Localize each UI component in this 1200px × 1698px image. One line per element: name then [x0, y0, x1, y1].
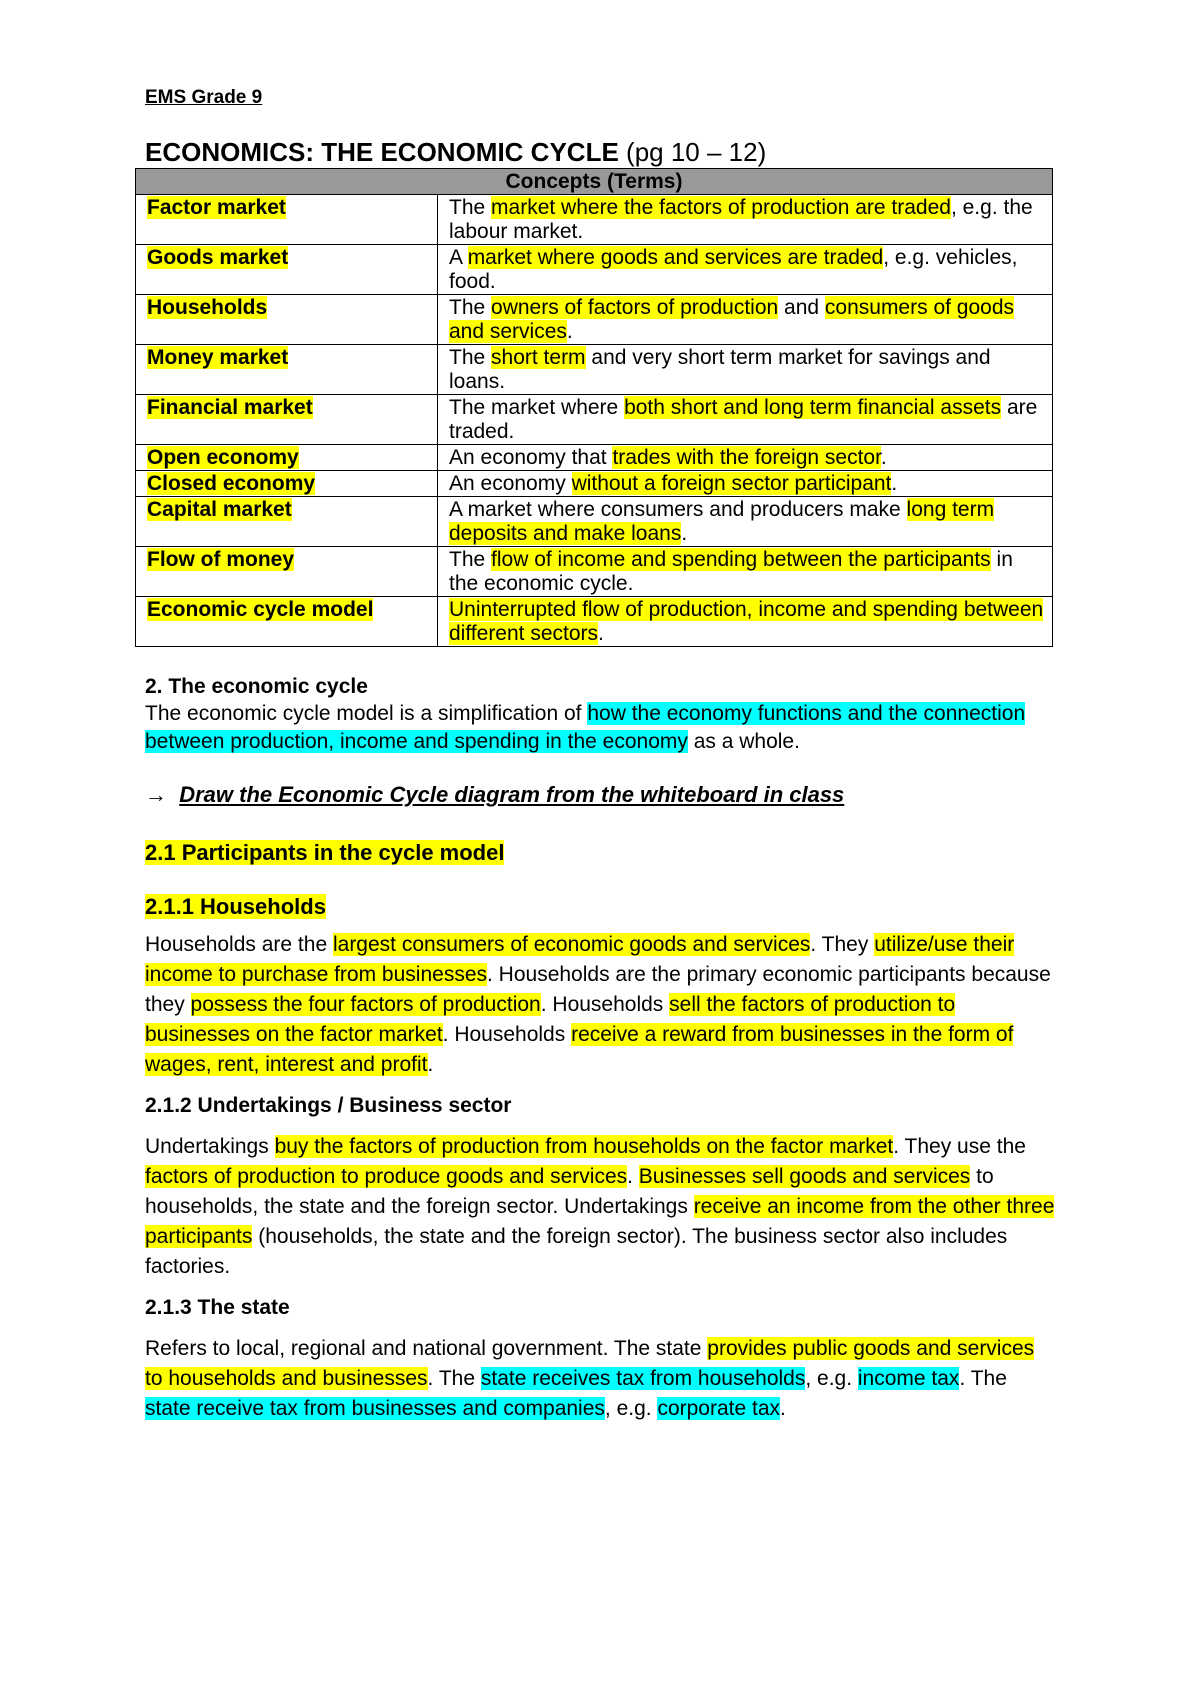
definition-cell: [438, 295, 1053, 345]
highlighted-text: largest consumers of economic goods and services: [332, 933, 811, 956]
table-row: [136, 497, 1053, 547]
term-label: Factor market: [147, 196, 286, 219]
term-label: Goods market: [147, 246, 289, 269]
section-2-1-heading: [145, 838, 1055, 868]
section-2-1-1-heading: [145, 892, 1055, 922]
text-run: .: [598, 622, 604, 645]
table-row: [136, 345, 1053, 395]
text-run: . Households: [442, 1023, 572, 1046]
highlighted-text: possess the four factors of production: [190, 993, 541, 1016]
text-run: A: [449, 246, 468, 269]
table-row: [136, 245, 1053, 295]
text-run: The: [449, 548, 492, 571]
text-run: as a whole.: [687, 730, 800, 753]
term-cell: [136, 295, 438, 345]
text-run: The: [449, 346, 492, 369]
definition-cell: [438, 471, 1053, 497]
highlighted-text: short term: [491, 346, 586, 369]
grade-label: EMS Grade 9: [145, 87, 263, 108]
text-run: and: [778, 296, 825, 319]
term-cell: [136, 597, 438, 647]
text-run: . The: [959, 1367, 1007, 1390]
text-run: An economy: [449, 472, 572, 495]
definition-cell: [438, 445, 1053, 471]
definition-cell: [438, 345, 1053, 395]
term-cell: [136, 395, 438, 445]
term-label: Flow of money: [147, 548, 294, 571]
document-page: [145, 86, 1055, 1424]
definition-cell: [438, 497, 1053, 547]
text-run: to households, the state and the foreign sector. Undertakings: [145, 1165, 994, 1218]
highlighted-text: long term deposits and make loans: [449, 498, 995, 545]
highlighted-text: corporate tax: [657, 1397, 781, 1420]
highlighted-text: receive an income from the other three participants: [145, 1195, 1055, 1248]
text-run: , e.g. vehicles, food.: [449, 246, 1018, 293]
text-run: .: [627, 1165, 639, 1188]
title-text: ECONOMICS: THE ECONOMIC CYCLE: [145, 137, 619, 167]
highlighted-text: state receives tax from households: [480, 1367, 806, 1390]
term-label: Households: [147, 296, 268, 319]
text-run: . The: [427, 1367, 481, 1390]
drawing-task: [145, 780, 1055, 810]
highlighted-text: Businesses sell goods and services: [638, 1165, 971, 1188]
term-label: Capital market: [147, 498, 292, 521]
term-label: Open economy: [147, 446, 299, 469]
text-run: Households are the: [145, 933, 333, 956]
table-row: [136, 395, 1053, 445]
concepts-table-body: [136, 195, 1053, 647]
term-label: Money market: [147, 346, 289, 369]
highlighted-text: owners of factors of production: [491, 296, 779, 319]
section-2-1-1-body: [145, 930, 1055, 1080]
text-run: are traded.: [449, 396, 1038, 443]
highlighted-text: without a foreign sector participant: [571, 472, 892, 495]
section-2-1-heading-text: 2.1 Participants in the cycle model: [145, 840, 505, 865]
highlighted-text: both short and long term financial assets: [624, 396, 1002, 419]
highlighted-text: Uninterrupted flow of production, income and spending between different sectors: [449, 598, 1044, 645]
table-row: [136, 547, 1053, 597]
highlighted-text: consumers of goods and services: [449, 296, 1015, 343]
definition-cell: [438, 245, 1053, 295]
definition-cell: [438, 597, 1053, 647]
section-2-1-2-body: [145, 1132, 1055, 1282]
term-label: Financial market: [147, 396, 313, 419]
section-2-heading: 2. The economic cycle: [145, 675, 368, 698]
table-row: [136, 471, 1053, 497]
highlighted-text: income tax: [857, 1367, 960, 1390]
concepts-table: [135, 168, 1053, 647]
text-run: . They use the: [893, 1135, 1026, 1158]
term-cell: [136, 471, 438, 497]
highlighted-text: utilize/use their income to purchase from businesses: [145, 933, 1015, 986]
text-run: , e.g.: [805, 1367, 858, 1390]
text-run: .: [780, 1397, 786, 1420]
term-label: Closed economy: [147, 472, 316, 495]
text-run: (households, the state and the foreign sector). The business sector also includes factories.: [145, 1225, 1008, 1278]
highlighted-text: provides public goods and services to households and businesses: [145, 1337, 1035, 1390]
highlighted-text: receive a reward from businesses in the form of wages, rent, interest and profit: [145, 1023, 1014, 1076]
term-label: Economic cycle model: [147, 598, 374, 621]
text-run: The market where: [449, 396, 625, 419]
text-run: .: [681, 522, 688, 545]
table-row: [136, 445, 1053, 471]
text-run: The economic cycle model is a simplification of: [145, 702, 588, 725]
table-row: [136, 597, 1053, 647]
title-pages: (pg 10 – 12): [626, 137, 767, 167]
definition-cell: [438, 395, 1053, 445]
concepts-table-heading: Concepts (Terms): [136, 169, 1053, 195]
table-row: [136, 295, 1053, 345]
term-cell: [136, 497, 438, 547]
page-title: [145, 136, 1055, 168]
highlighted-text: market where the factors of production are traded: [491, 196, 951, 219]
highlighted-text: how the economy functions and the connection between production, income and spending in the economy: [145, 702, 1026, 753]
section-2-1-3-heading: 2.1.3 The state: [145, 1296, 290, 1319]
term-cell: [136, 547, 438, 597]
text-run: A market where consumers and producers make: [449, 498, 907, 521]
text-run: .: [880, 446, 887, 469]
arrow-icon: →: [145, 782, 167, 807]
text-run: , e.g.: [604, 1397, 658, 1420]
term-cell: [136, 245, 438, 295]
text-run: .: [566, 320, 573, 343]
text-run: . They: [810, 933, 875, 956]
highlighted-text: buy the factors of production from households on the factor market: [274, 1135, 894, 1158]
text-run: . Households: [540, 993, 670, 1016]
drawing-task-text: Draw the Economic Cycle diagram from the whiteboard in class: [179, 782, 845, 807]
term-cell: [136, 345, 438, 395]
text-run: .: [427, 1053, 434, 1076]
text-run: Refers to local, regional and national government. The state: [145, 1337, 708, 1360]
text-run: An economy that: [449, 446, 613, 469]
text-run: in the economic cycle.: [449, 548, 1013, 595]
section-2-1-1-heading-text: 2.1.1 Households: [145, 894, 326, 919]
term-cell: [136, 445, 438, 471]
highlighted-text: market where goods and services are traded: [467, 246, 884, 269]
definition-cell: [438, 547, 1053, 597]
table-row: [136, 195, 1053, 245]
highlighted-text: state receive tax from businesses and companies: [145, 1397, 605, 1420]
text-run: The: [449, 196, 492, 219]
text-run: Undertakings: [145, 1135, 275, 1158]
text-run: . Households are the primary economic participants because they: [145, 963, 1051, 1016]
highlighted-text: flow of income and spending between the participants: [491, 548, 991, 571]
highlighted-text: factors of production to produce goods and services: [145, 1165, 628, 1188]
highlighted-text: sell the factors of production to businesses on the factor market: [145, 993, 956, 1046]
text-run: , e.g. the labour market.: [449, 196, 1033, 243]
section-2-1-3-body: [145, 1334, 1055, 1424]
section-2-1-2-heading: 2.1.2 Undertakings / Business sector: [145, 1094, 512, 1117]
section-2-body: [145, 700, 1055, 756]
highlighted-text: trades with the foreign sector: [612, 446, 881, 469]
definition-cell: [438, 195, 1053, 245]
text-run: The: [449, 296, 492, 319]
text-run: and very short term market for savings and loans.: [449, 346, 991, 393]
term-cell: [136, 195, 438, 245]
text-run: .: [891, 472, 898, 495]
